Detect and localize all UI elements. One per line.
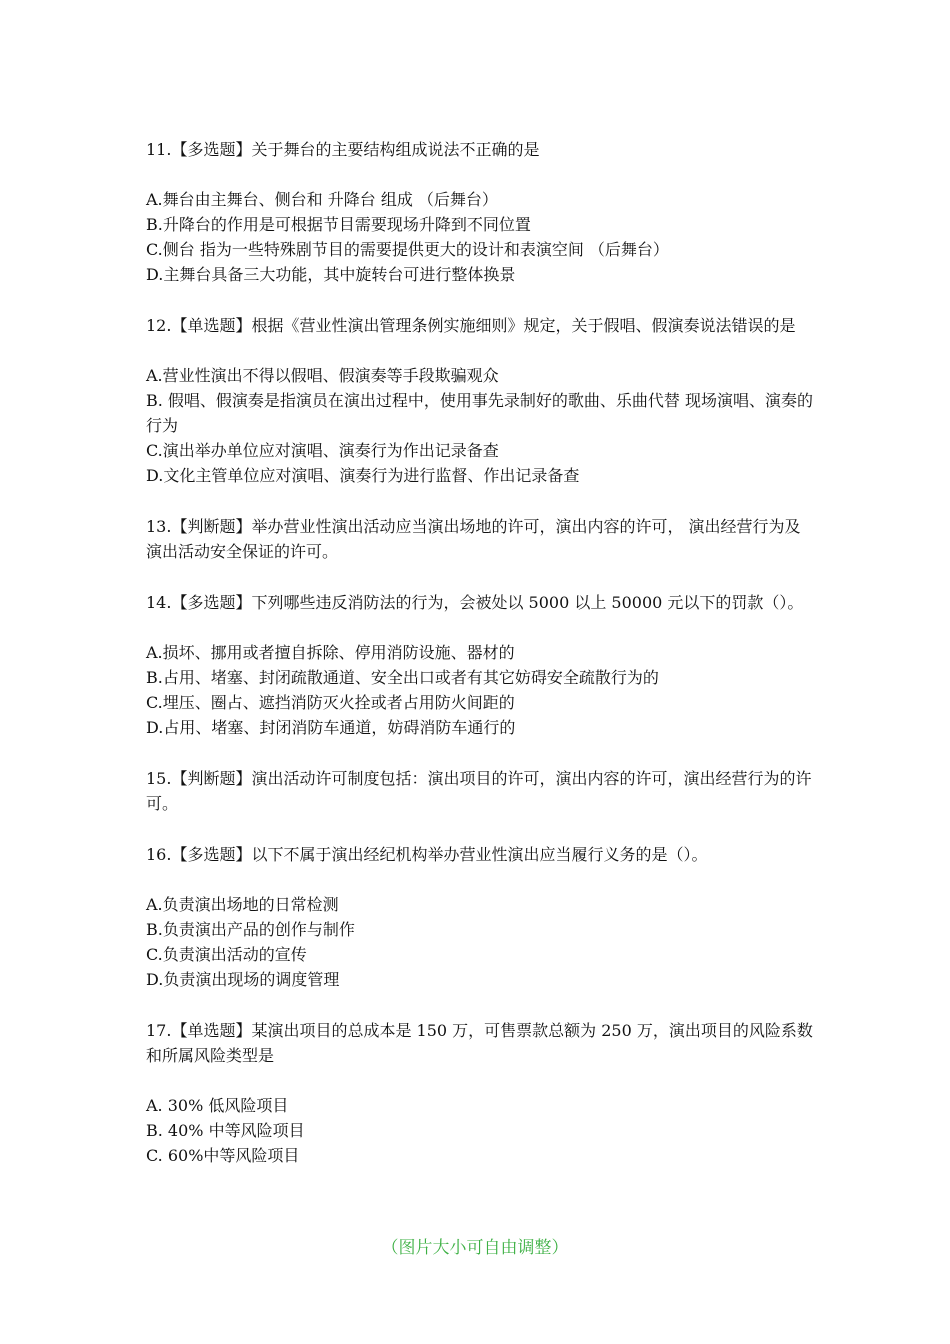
question-text: 11.【多选题】关于舞台的主要结构组成说法不正确的是 (146, 140, 540, 159)
question-12 (146, 313, 816, 488)
option-b: B.负责演出产品的创作与制作 (146, 920, 355, 939)
option-c: C.负责演出活动的宣传 (146, 945, 307, 964)
option-c: C. 60%中等风险项目 (146, 1146, 300, 1165)
option-list (146, 363, 816, 488)
question-17 (146, 1018, 816, 1168)
question-text: 13.【判断题】举办营业性演出活动应当演出场地的许可，演出内容的许可， 演出经营行为及演出活动安全保证的许可。 (146, 517, 801, 561)
option-b: B.占用、堵塞、封闭疏散通道、安全出口或者有其它妨碍安全疏散行为的 (146, 668, 659, 687)
option-list (146, 187, 816, 287)
option-a: A.负责演出场地的日常检测 (146, 895, 339, 914)
option-d: D.主舞台具备三大功能，其中旋转台可进行整体换景 (146, 265, 516, 284)
image-resize-caption: （图片大小可自由调整） (381, 1238, 569, 1258)
option-c: C.侧台 指为一些特殊剧节目的需要提供更大的设计和表演空间 （后舞台） (146, 240, 669, 259)
question-list (146, 137, 816, 1194)
question-text: 15.【判断题】演出活动许可制度包括：演出项目的许可，演出内容的许可，演出经营行为的许可。 (146, 769, 812, 813)
option-list (146, 1093, 816, 1168)
option-list (146, 640, 816, 740)
option-b: B. 假唱、假演奏是指演员在演出过程中，使用事先录制好的歌曲、乐曲代替 现场演唱、演奏的行为 (146, 391, 814, 435)
question-16 (146, 842, 816, 992)
question-11 (146, 137, 816, 287)
option-a: A. 30% 低风险项目 (146, 1096, 289, 1115)
option-a: A.舞台由主舞台、侧台和 升降台 组成 （后舞台） (146, 190, 498, 209)
option-d: D.占用、堵塞、封闭消防车通道，妨碍消防车通行的 (146, 718, 516, 737)
option-a: A.损坏、挪用或者擅自拆除、停用消防设施、器材的 (146, 643, 515, 662)
option-d: D.负责演出现场的调度管理 (146, 970, 340, 989)
question-13 (146, 514, 816, 564)
option-list (146, 892, 816, 992)
option-b: B. 40% 中等风险项目 (146, 1121, 305, 1140)
question-text: 17.【单选题】某演出项目的总成本是 150 万，可售票款总额为 250 万，演出项目的风险系数和所属风险类型是 (146, 1021, 813, 1065)
question-14 (146, 590, 816, 740)
question-15 (146, 766, 816, 816)
option-c: C.埋压、圈占、遮挡消防灭火拴或者占用防火间距的 (146, 693, 515, 712)
option-c: C.演出举办单位应对演唱、演奏行为作出记录备查 (146, 441, 499, 460)
question-text: 12.【单选题】根据《营业性演出管理条例实施细则》规定，关于假唱、假演奏说法错误的是 (146, 316, 796, 335)
question-text: 14.【多选题】下列哪些违反消防法的行为，会被处以 5000 以上 50000 元以下的罚款（）。 (146, 593, 804, 612)
option-d: D.文化主管单位应对演唱、演奏行为进行监督、作出记录备查 (146, 466, 580, 485)
option-b: B.升降台的作用是可根据节目需要现场升降到不同位置 (146, 215, 531, 234)
question-text: 16.【多选题】以下不属于演出经纪机构举办营业性演出应当履行义务的是（）。 (146, 845, 708, 864)
option-a: A.营业性演出不得以假唱、假演奏等手段欺骗观众 (146, 366, 499, 385)
